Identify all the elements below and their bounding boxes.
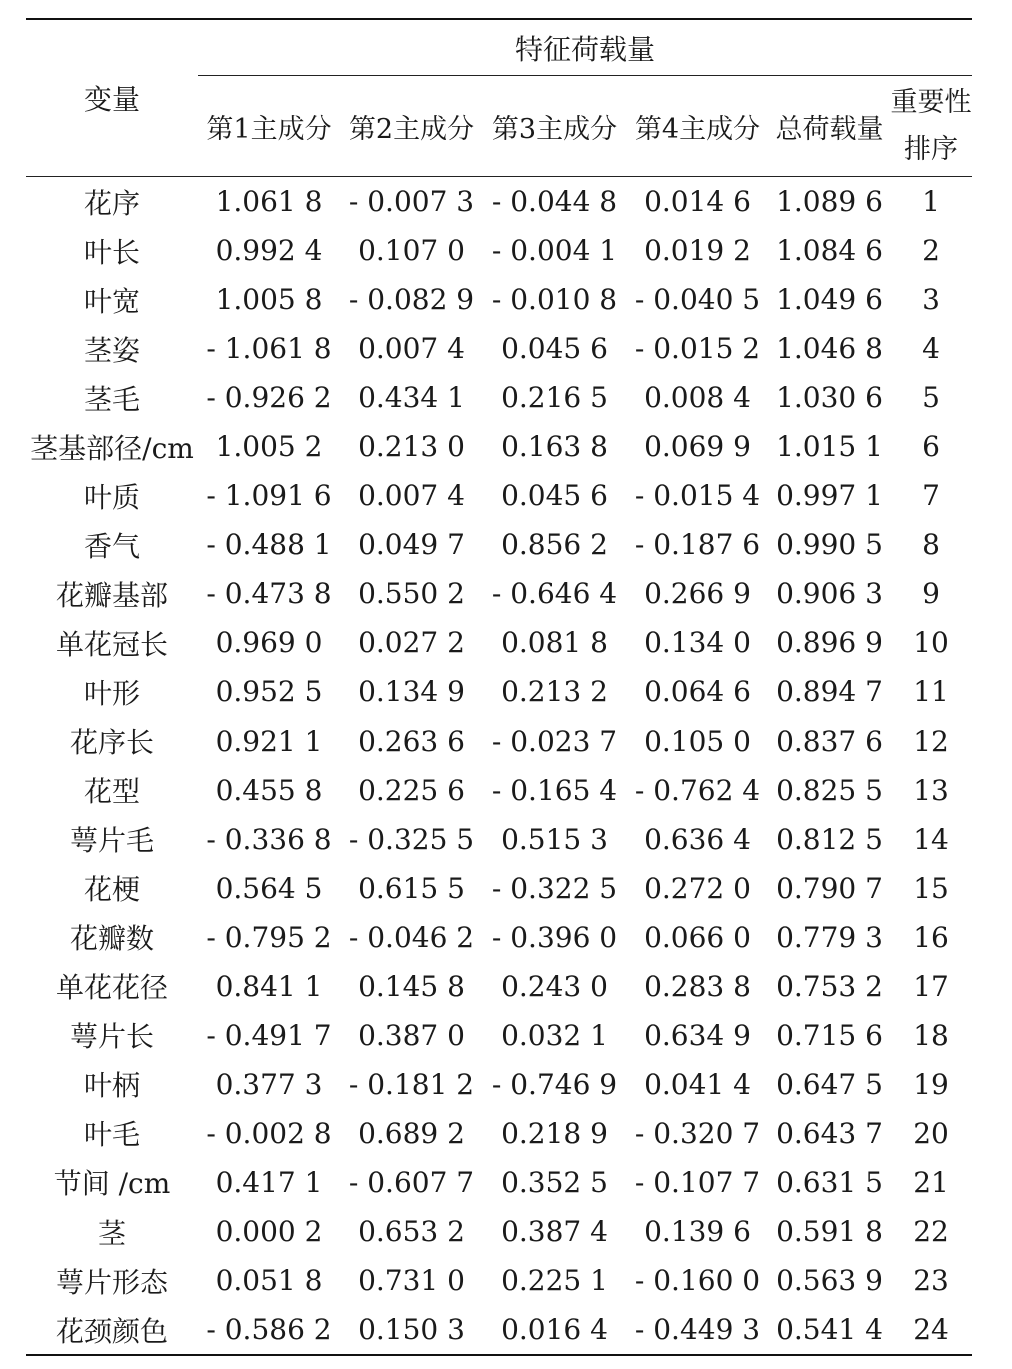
table-row	[26, 1109, 972, 1158]
rank-cell: 23	[913, 1264, 949, 1298]
pc4-cell: 0.064 6	[644, 675, 751, 709]
rank-cell: 22	[913, 1215, 949, 1248]
pc3-cell: 0.856 2	[501, 528, 608, 562]
table-row	[26, 275, 972, 324]
rank-cell: 17	[913, 969, 949, 1003]
variable-cell: 叶宽	[83, 284, 140, 318]
rank-cell: 5	[922, 381, 940, 415]
rank-cell: 15	[913, 871, 949, 905]
pc1-cell: 0.952 5	[215, 675, 323, 709]
pc3-cell: - 0.322 5	[491, 871, 618, 905]
group-header: 特征荷载量	[198, 19, 972, 76]
variable-cell: 单花花径	[55, 971, 168, 1005]
variable-cell: 叶毛	[83, 1118, 140, 1152]
total-cell: 0.591 8	[776, 1215, 883, 1248]
pc1-cell: 0.000 2	[215, 1215, 323, 1248]
rank-cell: 2	[922, 234, 940, 268]
rank-header-line1: 重要性	[890, 87, 972, 118]
variable-cell: 叶长	[83, 235, 140, 269]
total-cell: 0.825 5	[776, 773, 883, 807]
pc2-cell: - 0.082 9	[348, 283, 475, 317]
pc1-cell: 1.005 8	[215, 283, 323, 317]
total-cell: 0.753 2	[776, 969, 883, 1003]
pc2-cell: 0.387 0	[358, 1018, 465, 1052]
variable-cell: 叶柄	[83, 1069, 140, 1103]
table-row	[26, 913, 972, 962]
rank-cell: 20	[913, 1116, 949, 1150]
total-cell: 1.046 8	[776, 332, 883, 366]
variable-cell: 花型	[83, 775, 140, 809]
total-cell: 0.997 1	[776, 479, 883, 513]
pc3-cell: 0.016 4	[483, 1305, 626, 1355]
variable-cell: 茎姿	[83, 333, 140, 367]
variable-cell: 花瓣数	[69, 922, 154, 956]
pc1-cell: - 0.795 2	[206, 920, 332, 954]
pc4-cell: 0.636 4	[644, 822, 751, 856]
pc2-header: 第2主成分	[340, 76, 483, 177]
pc4-cell: 0.634 9	[644, 1018, 751, 1052]
rank-cell: 10	[913, 626, 949, 660]
rank-cell: 3	[922, 283, 940, 317]
table-row	[26, 815, 972, 864]
pc1-cell: 0.051 8	[215, 1264, 323, 1298]
rank-cell: 19	[913, 1067, 949, 1101]
pc1-cell: - 0.491 7	[206, 1018, 332, 1052]
table-row	[26, 471, 972, 520]
pc3-cell: 0.213 2	[501, 675, 608, 709]
table-row	[26, 177, 972, 227]
table-row	[26, 422, 972, 471]
pc3-header: 第3主成分	[483, 76, 626, 177]
pc1-cell: - 1.061 8	[206, 332, 332, 366]
pc1-cell: 0.992 4	[215, 234, 323, 268]
pc3-cell: 0.515 3	[501, 822, 608, 856]
total-cell: 0.896 9	[776, 626, 883, 660]
pc1-cell: - 0.488 1	[206, 528, 332, 562]
rank-cell: 14	[913, 822, 949, 856]
rank-cell: 7	[922, 479, 940, 513]
total-cell: 0.779 3	[776, 920, 883, 954]
table-row	[26, 1060, 972, 1109]
rank-cell: 18	[913, 1018, 949, 1052]
pc4-cell: - 0.015 4	[634, 479, 761, 513]
variable-cell: 节间 /cm	[53, 1167, 171, 1201]
pc2-cell: 0.689 2	[358, 1116, 465, 1150]
pc4-cell: 0.134 0	[644, 626, 751, 660]
pc2-cell: 0.434 1	[358, 381, 465, 415]
total-cell: 1.049 6	[776, 283, 883, 317]
pc3-cell: - 0.746 9	[491, 1067, 618, 1101]
pc3-cell: 0.081 8	[501, 626, 608, 660]
variable-cell: 花序	[83, 186, 140, 220]
table-row	[26, 324, 972, 373]
pc2-cell: - 0.181 2	[348, 1067, 475, 1101]
total-cell: 0.563 9	[776, 1264, 883, 1298]
pc4-header: 第4主成分	[626, 76, 769, 177]
table-row	[26, 520, 972, 569]
rank-cell: 21	[913, 1165, 949, 1199]
variable-cell: 香气	[83, 529, 140, 563]
total-cell: 0.647 5	[776, 1067, 883, 1101]
pc1-cell: 0.377 3	[215, 1067, 323, 1101]
variable-cell: 花瓣基部	[55, 578, 168, 612]
total-cell: 0.631 5	[776, 1165, 883, 1199]
pc1-cell: - 0.002 8	[206, 1116, 332, 1150]
table-row	[26, 766, 972, 815]
pc3-cell: 0.032 1	[501, 1018, 608, 1052]
pc2-cell: 0.225 6	[358, 773, 465, 807]
pc4-cell: - 0.015 2	[634, 332, 761, 366]
table-row	[26, 1305, 972, 1355]
variable-cell: 花梗	[83, 873, 140, 907]
pc1-cell: - 0.473 8	[206, 577, 332, 611]
pc4-cell: 0.041 4	[644, 1067, 751, 1101]
pc4-cell: 0.019 2	[644, 234, 751, 268]
rank-cell: 24	[890, 1305, 972, 1355]
pc4-cell: 0.014 6	[644, 185, 751, 219]
pc4-cell: 0.266 9	[644, 577, 751, 611]
variable-cell: 萼片形态	[55, 1265, 168, 1299]
pc1-cell: 0.841 1	[215, 969, 323, 1003]
pc1-cell: - 0.586 2	[198, 1305, 340, 1355]
variable-cell: 萼片毛	[69, 824, 154, 858]
table-row	[26, 226, 972, 275]
variable-cell: 茎基部径/cm	[30, 431, 194, 465]
pc4-cell: - 0.449 3	[626, 1305, 769, 1355]
pc4-cell: 0.139 6	[644, 1215, 751, 1248]
pc3-cell: 0.045 6	[501, 332, 608, 366]
rank-cell: 6	[922, 430, 940, 464]
pc3-cell: 0.045 6	[501, 479, 608, 513]
pc3-cell: 0.243 0	[501, 969, 608, 1003]
pc4-cell: 0.069 9	[644, 430, 751, 464]
pc1-cell: - 1.091 6	[206, 479, 332, 513]
rank-cell: 11	[913, 675, 949, 709]
table-row	[26, 373, 972, 422]
table-row	[26, 1011, 972, 1060]
pc4-cell: - 0.187 6	[634, 528, 761, 562]
pc2-cell: 0.007 4	[358, 332, 465, 366]
pc1-cell: 0.417 1	[215, 1165, 323, 1199]
pc1-cell: 0.969 0	[215, 626, 323, 660]
variable-cell: 茎毛	[83, 382, 140, 416]
rank-cell: 13	[913, 773, 949, 807]
rank-cell: 1	[922, 185, 940, 219]
pc4-cell: - 0.107 7	[634, 1165, 761, 1199]
table-row	[26, 962, 972, 1011]
pc4-cell: - 0.160 0	[634, 1264, 761, 1298]
pc1-cell: 0.455 8	[215, 773, 323, 807]
table-row	[26, 717, 972, 766]
table-body	[26, 177, 972, 1356]
pc2-cell: 0.134 9	[358, 675, 465, 709]
pc2-cell: - 0.046 2	[348, 920, 475, 954]
pc1-cell: - 0.926 2	[206, 381, 332, 415]
pc4-cell: 0.272 0	[644, 871, 751, 905]
pc4-cell: - 0.040 5	[634, 283, 761, 317]
pc2-cell: 0.653 2	[358, 1215, 465, 1248]
pc2-cell: 0.007 4	[358, 479, 465, 513]
total-cell: 0.643 7	[776, 1116, 883, 1150]
pc1-cell: 0.564 5	[215, 871, 323, 905]
variable-cell: 花颈颜色	[26, 1305, 198, 1355]
table-row	[26, 667, 972, 716]
variable-cell: 茎	[97, 1216, 126, 1250]
pc4-cell: 0.283 8	[644, 969, 751, 1003]
pc3-cell: 0.216 5	[501, 381, 608, 415]
pc2-cell: - 0.325 5	[348, 822, 475, 856]
pc1-header: 第1主成分	[198, 76, 340, 177]
pc3-cell: 0.352 5	[501, 1165, 608, 1199]
rank-cell: 9	[922, 577, 940, 611]
variable-cell: 单花冠长	[55, 627, 168, 661]
total-cell: 0.790 7	[776, 871, 883, 905]
total-cell: 0.541 4	[769, 1305, 890, 1355]
loading-table	[26, 18, 972, 1356]
total-cell: 1.089 6	[776, 185, 883, 219]
pc2-cell: 0.150 3	[340, 1305, 483, 1355]
rank-header	[890, 76, 972, 177]
total-cell: 0.837 6	[776, 724, 883, 758]
pc4-cell: 0.066 0	[644, 920, 751, 954]
rank-cell: 12	[913, 724, 949, 758]
pc3-cell: - 0.010 8	[491, 283, 618, 317]
pc2-cell: 0.027 2	[358, 626, 465, 660]
pc3-cell: - 0.396 0	[491, 920, 618, 954]
pc3-cell: - 0.165 4	[491, 773, 618, 807]
pc2-cell: 0.049 7	[358, 528, 465, 562]
pc3-cell: - 0.646 4	[491, 577, 618, 611]
pc3-cell: 0.218 9	[501, 1116, 608, 1150]
pc1-cell: - 0.336 8	[206, 822, 332, 856]
pc3-cell: 0.225 1	[501, 1264, 608, 1298]
pc2-cell: 0.731 0	[358, 1264, 465, 1298]
pc2-cell: 0.213 0	[358, 430, 465, 464]
table-row	[26, 1256, 972, 1305]
total-cell: 0.990 5	[776, 528, 883, 562]
pc4-cell: 0.008 4	[644, 381, 751, 415]
variable-cell: 叶质	[83, 480, 140, 514]
rank-cell: 4	[922, 332, 940, 366]
total-cell: 0.894 7	[776, 675, 883, 709]
total-cell: 1.015 1	[776, 430, 883, 464]
total-cell: 0.812 5	[776, 822, 883, 856]
variable-header: 变量	[26, 19, 198, 177]
rank-cell: 16	[913, 920, 949, 954]
total-cell: 0.906 3	[776, 577, 883, 611]
pc2-cell: - 0.007 3	[348, 185, 475, 219]
total-cell: 1.030 6	[776, 381, 883, 415]
table-row	[26, 618, 972, 667]
table-row	[26, 1158, 972, 1207]
variable-cell: 萼片长	[69, 1020, 154, 1054]
pc4-cell: - 0.762 4	[634, 773, 761, 807]
pc3-cell: 0.163 8	[501, 430, 608, 464]
pc4-cell: 0.105 0	[644, 724, 751, 758]
pc3-cell: - 0.044 8	[491, 185, 618, 219]
pc2-cell: 0.550 2	[358, 577, 465, 611]
pc2-cell: 0.263 6	[358, 724, 465, 758]
pc1-cell: 0.921 1	[215, 724, 323, 758]
table-row	[26, 864, 972, 913]
rank-header-line2: 排序	[904, 134, 959, 165]
table-row	[26, 1207, 972, 1256]
pc3-cell: - 0.023 7	[491, 724, 618, 758]
variable-cell: 花序长	[69, 726, 154, 760]
pc2-cell: 0.107 0	[358, 234, 465, 268]
total-cell: 1.084 6	[776, 234, 883, 268]
pc2-cell: 0.145 8	[358, 969, 465, 1003]
pc1-cell: 1.061 8	[215, 185, 323, 219]
rank-cell: 8	[922, 528, 940, 562]
pc2-cell: - 0.607 7	[348, 1165, 475, 1199]
pc2-cell: 0.615 5	[358, 871, 465, 905]
pc3-cell: - 0.004 1	[491, 234, 618, 268]
pc4-cell: - 0.320 7	[634, 1116, 761, 1150]
variable-cell: 叶形	[83, 676, 140, 710]
total-cell: 0.715 6	[776, 1018, 883, 1052]
total-header: 总荷载量	[769, 76, 890, 177]
table-row	[26, 569, 972, 618]
pc3-cell: 0.387 4	[501, 1215, 608, 1248]
pc1-cell: 1.005 2	[215, 430, 323, 464]
table-header	[26, 19, 972, 177]
